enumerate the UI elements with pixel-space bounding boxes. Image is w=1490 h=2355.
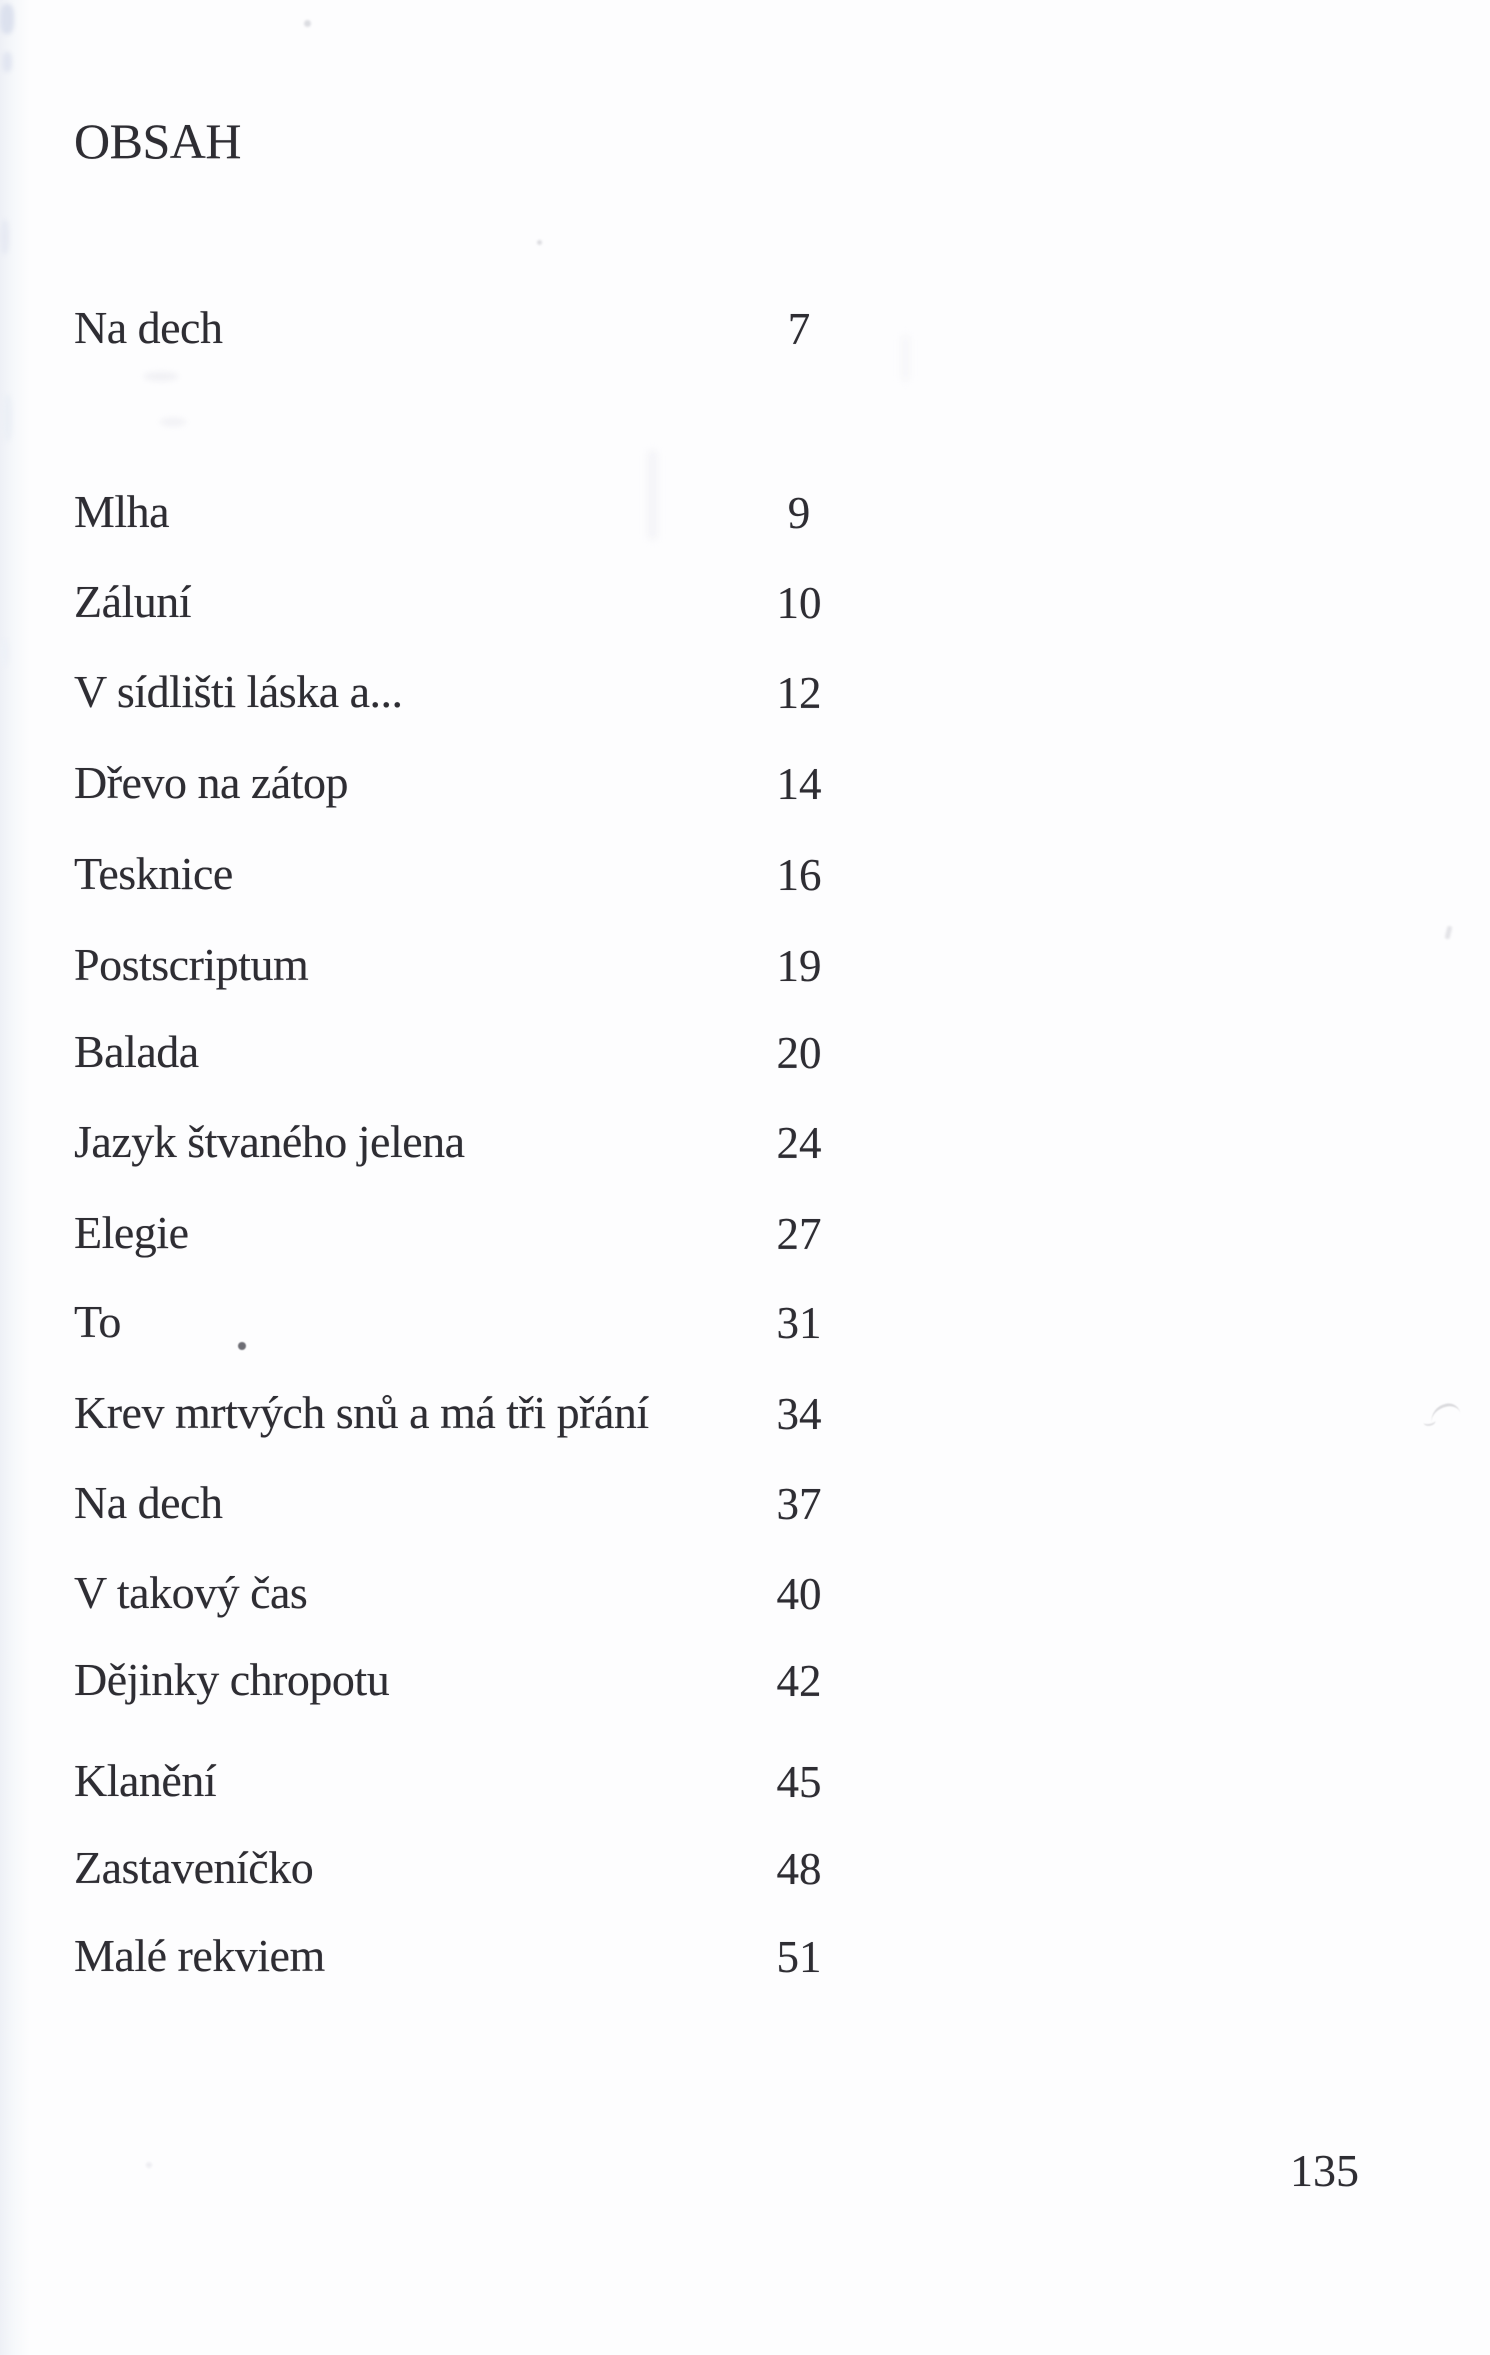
toc-entry-title: Tesknice [74, 848, 233, 899]
folio-page-number: 135 [1290, 2145, 1359, 2196]
scan-speck [238, 1342, 246, 1350]
scan-smudge [0, 640, 8, 666]
toc-entry [74, 302, 894, 354]
toc-entry [74, 1842, 894, 1894]
toc-entry [74, 1296, 894, 1348]
toc-entry-page: 51 [776, 1932, 822, 1982]
toc-entry [74, 1567, 894, 1619]
toc-entry [74, 1477, 894, 1529]
scan-smudge [2, 52, 12, 72]
toc-entry-title: Zastaveníčko [74, 1842, 314, 1893]
toc-entry [74, 848, 894, 900]
scan-smudge [0, 4, 14, 34]
scan-squiggle-mark [1429, 1402, 1461, 1424]
toc-entry-page: 45 [776, 1757, 822, 1807]
toc-entry-title: V takový čas [74, 1567, 308, 1618]
toc-entry-title: Jazyk štvaného jelena [74, 1116, 465, 1167]
page-edge-shadow [0, 0, 30, 2355]
scan-speck [146, 2162, 152, 2168]
toc-entry [74, 576, 894, 628]
toc-entry-page: 16 [776, 850, 822, 900]
toc-entry-title: Klanění [74, 1755, 217, 1806]
toc-entry [74, 1654, 894, 1706]
toc-entry-page: 27 [776, 1209, 822, 1259]
toc-entry-title: Dějinky chropotu [74, 1654, 390, 1705]
toc-entry-page: 31 [776, 1298, 822, 1348]
scan-streak [648, 450, 657, 540]
toc-entry-title: Na dech [74, 302, 223, 353]
toc-entry-page: 34 [776, 1389, 822, 1439]
toc-entry-page: 7 [787, 304, 811, 354]
toc-entry [74, 1026, 894, 1078]
toc-entry [74, 486, 894, 538]
toc-entry [74, 1207, 894, 1259]
toc-entry-page: 14 [776, 759, 822, 809]
scan-speck [144, 372, 178, 381]
toc-entry-title: Krev mrtvých snů a má tři přání [74, 1387, 649, 1438]
toc-entry-page: 37 [776, 1479, 822, 1529]
scan-smudge [0, 220, 9, 254]
toc-entry-title: Balada [74, 1026, 199, 1077]
toc-entry-title: To [74, 1296, 121, 1347]
toc-entry-title: Elegie [74, 1207, 189, 1258]
scan-tick-mark [1445, 926, 1453, 940]
toc-entry-title: Dřevo na zátop [74, 757, 348, 808]
toc-entry [74, 1930, 894, 1982]
toc-entry-page: 40 [776, 1569, 822, 1619]
toc-entry [74, 666, 894, 718]
toc-entry-title: Postscriptum [74, 939, 309, 990]
scan-streak [902, 335, 909, 381]
toc-entry-page: 20 [776, 1028, 822, 1078]
toc-entry-page: 42 [776, 1656, 822, 1706]
page-title: OBSAH [74, 113, 241, 169]
toc-entry [74, 939, 894, 991]
toc-entry [74, 757, 894, 809]
toc-entry [74, 1755, 894, 1807]
scan-smudge [2, 395, 12, 441]
toc-entry-page: 9 [787, 488, 811, 538]
toc-entry-page: 48 [776, 1844, 822, 1894]
toc-entry-page: 19 [776, 941, 822, 991]
toc-entry [74, 1387, 894, 1439]
scan-speck [537, 240, 542, 245]
toc-entry-page: 24 [776, 1118, 822, 1168]
scan-speck [160, 418, 186, 426]
toc-entry [74, 1116, 894, 1168]
toc-entry-page: 10 [776, 578, 822, 628]
toc-entry-title: Mlha [74, 486, 170, 537]
toc-entry-title: Malé rekviem [74, 1930, 325, 1981]
toc-entry-title: V sídlišti láska a... [74, 666, 403, 717]
toc-entry-title: Záluní [74, 576, 192, 627]
toc-entry-page: 12 [776, 668, 822, 718]
scan-speck [304, 20, 311, 27]
toc-entry-title: Na dech [74, 1477, 223, 1528]
